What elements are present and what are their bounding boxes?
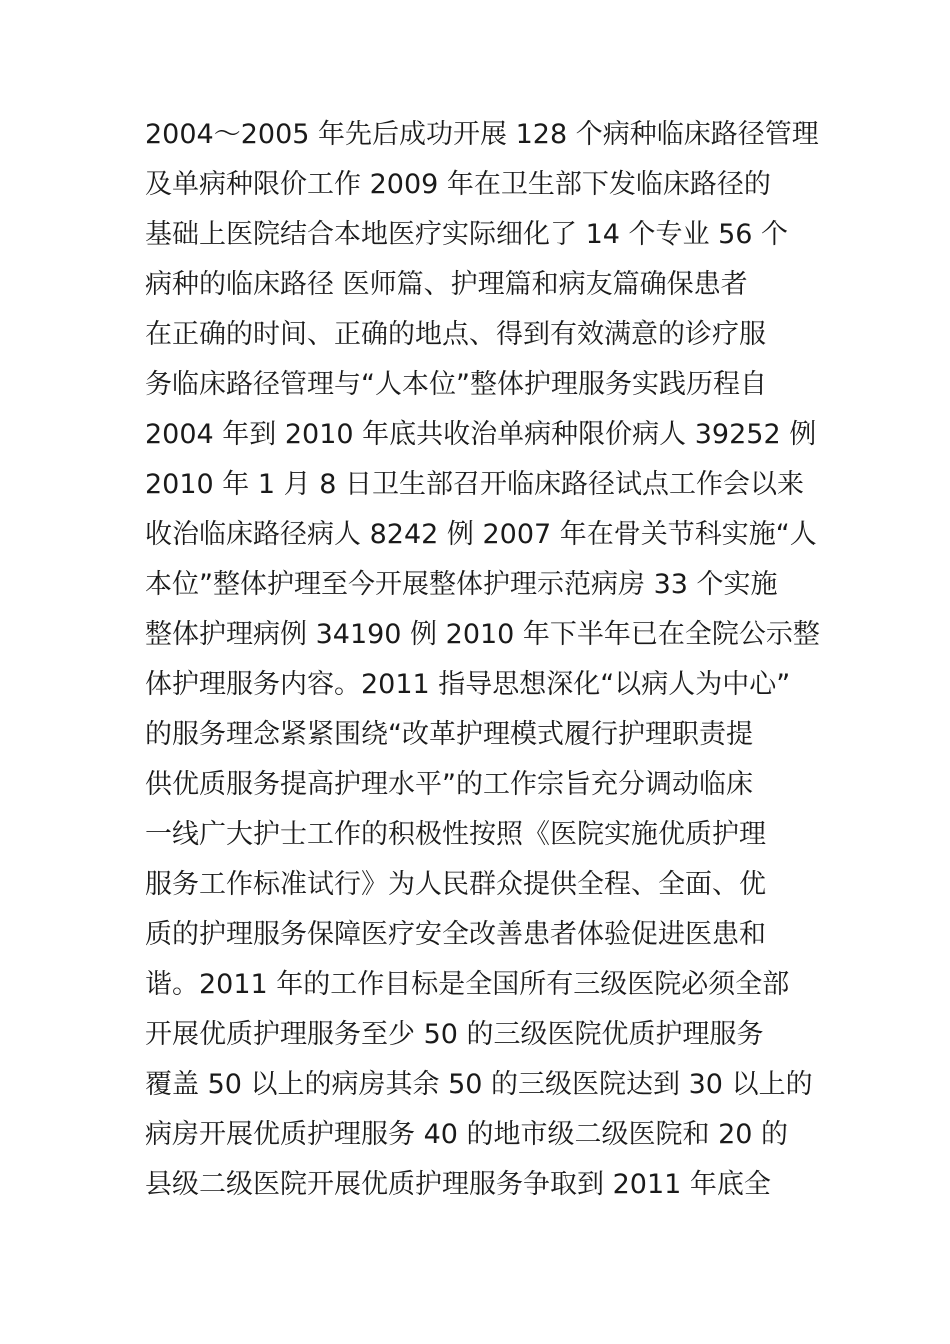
text-line: 服务工作标准试行》为人民群众提供全程、全面、优 bbox=[145, 869, 766, 900]
text-line: 2004～2005 年先后成功开展 128 个病种临床路径管理 bbox=[145, 119, 819, 150]
text-line: 2010 年 1 月 8 日卫生部召开临床路径试点工作会以来 bbox=[145, 469, 804, 500]
text-line: 本位”整体护理至今开展整体护理示范病房 33 个实施 bbox=[145, 569, 778, 600]
text-line: 及单病种限价工作 2009 年在卫生部下发临床路径的 bbox=[145, 169, 771, 200]
text-line: 基础上医院结合本地医疗实际细化了 14 个专业 56 个 bbox=[145, 219, 789, 250]
text-line: 病种的临床路径 医师篇、护理篇和病友篇确保患者 bbox=[145, 269, 748, 300]
text-line: 一线广大护士工作的积极性按照《医院实施优质护理 bbox=[145, 819, 766, 850]
text-line: 2004 年到 2010 年底共收治单病种限价病人 39252 例 bbox=[145, 419, 817, 450]
body-text bbox=[145, 110, 845, 1210]
text-line: 务临床路径管理与“人本位”整体护理服务实践历程自 bbox=[145, 369, 767, 400]
text-line: 谐。2011 年的工作目标是全国所有三级医院必须全部 bbox=[145, 969, 790, 1000]
text-line: 整体护理病例 34190 例 2010 年下半年已在全院公示整 bbox=[145, 619, 820, 650]
text-line: 县级二级医院开展优质护理服务争取到 2011 年底全 bbox=[145, 1169, 771, 1200]
text-line: 体护理服务内容。2011 指导思想深化“以病人为中心” bbox=[145, 669, 791, 700]
text-line: 供优质服务提高护理水平”的工作宗旨充分调动临床 bbox=[145, 769, 753, 800]
text-line: 的服务理念紧紧围绕“改革护理模式履行护理职责提 bbox=[145, 719, 753, 750]
text-line: 病房开展优质护理服务 40 的地市级二级医院和 20 的 bbox=[145, 1119, 789, 1150]
text-line: 覆盖 50 以上的病房其余 50 的三级医院达到 30 以上的 bbox=[145, 1069, 813, 1100]
text-line: 在正确的时间、正确的地点、得到有效满意的诊疗服 bbox=[145, 319, 766, 350]
text-line: 开展优质护理服务至少 50 的三级医院优质护理服务 bbox=[145, 1019, 764, 1050]
text-line: 质的护理服务保障医疗安全改善患者体验促进医患和 bbox=[145, 919, 766, 950]
text-line: 收治临床路径病人 8242 例 2007 年在骨关节科实施“人 bbox=[145, 519, 817, 550]
